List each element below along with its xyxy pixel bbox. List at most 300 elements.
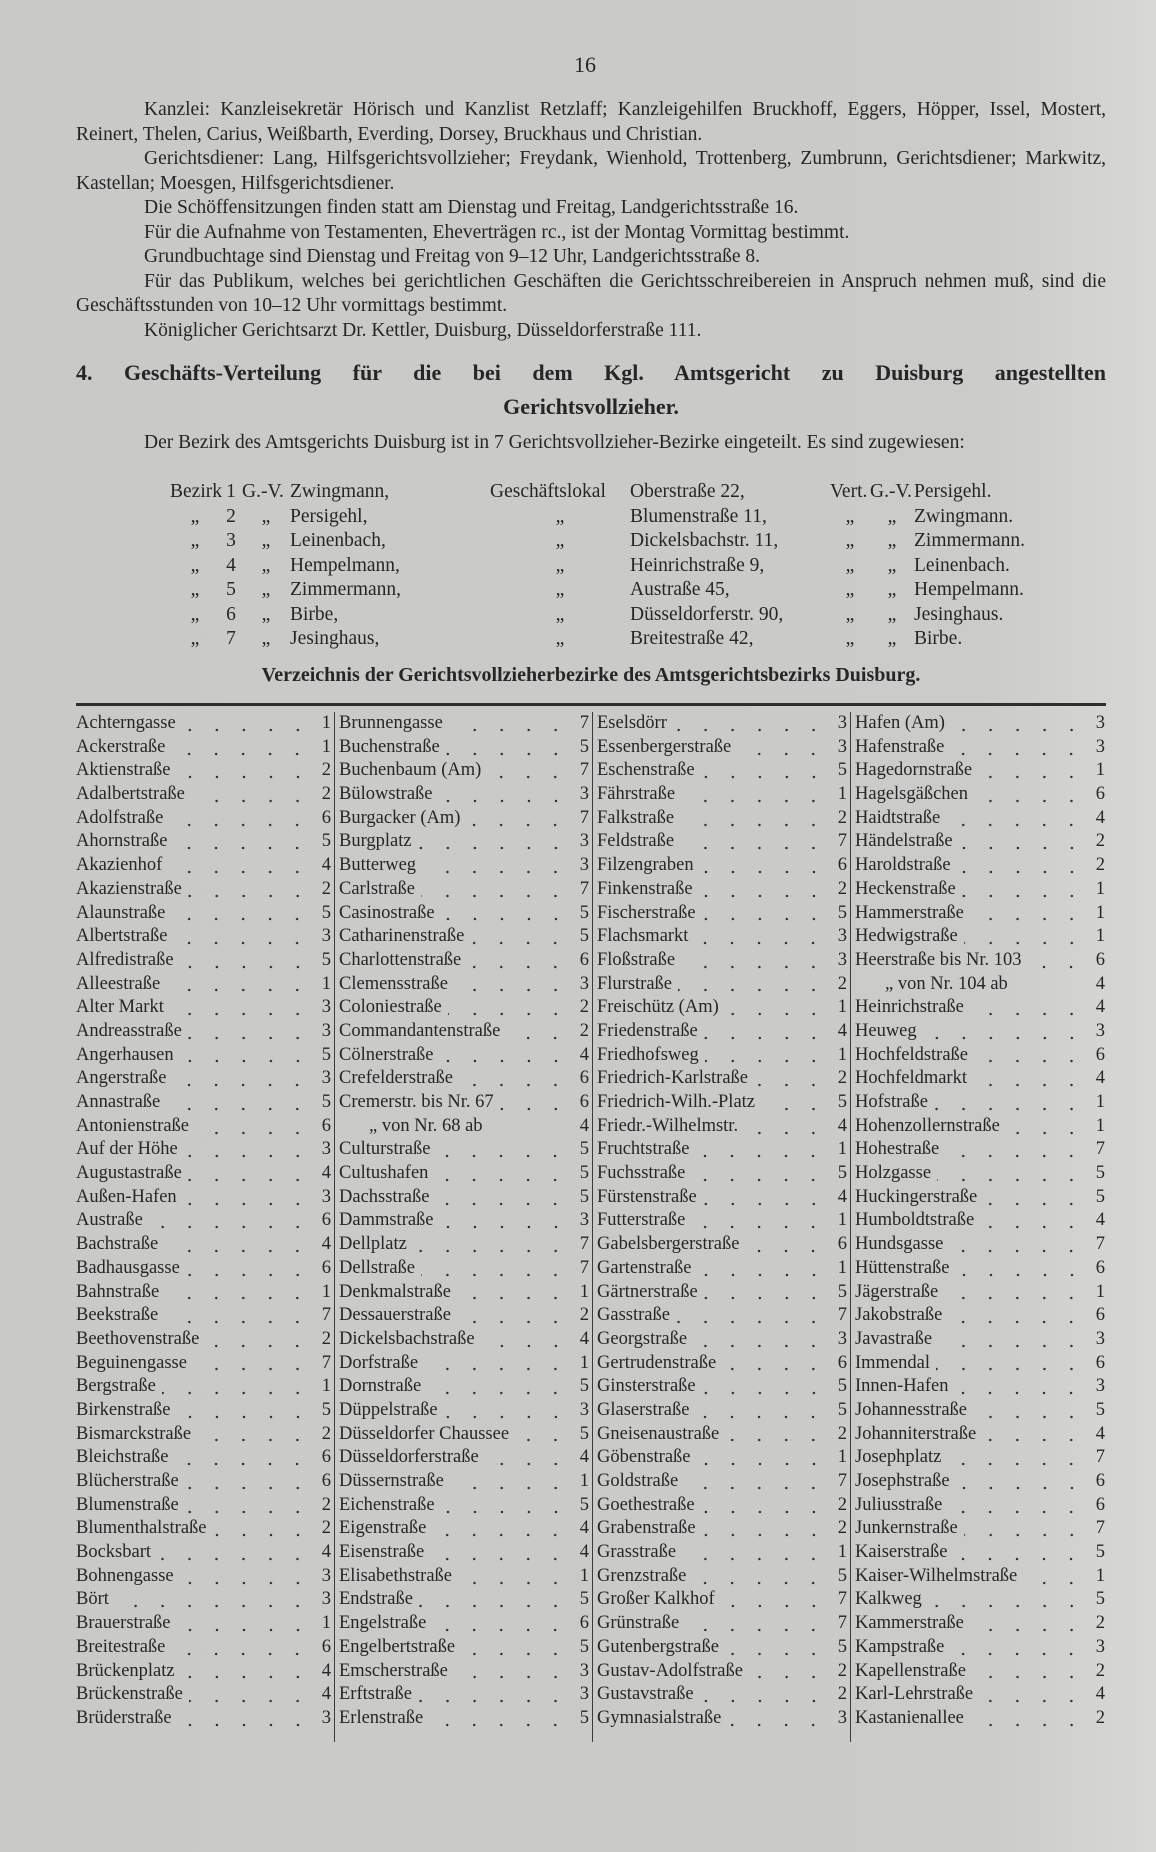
street-name: Kaiser-Wilhelmstraße <box>855 1565 1018 1586</box>
district-number: 5 <box>579 1707 589 1728</box>
dot-leader <box>180 1059 311 1063</box>
dot-leader <box>165 1296 311 1300</box>
street-name: Kampstraße <box>855 1636 945 1657</box>
district-num: 2 <box>226 505 236 527</box>
district-label: „ <box>190 579 200 600</box>
street-name: Carlstraße <box>339 878 416 899</box>
district-address: Heinrichstraße 9, <box>630 554 765 576</box>
section-intro: Der Bezirk des Amtsgerichts Duisburg ist in 7 Gerichtsvollzieher-Bezirke eingeteilt. Es sind zugewiesen: <box>144 432 965 453</box>
dot-leader <box>680 823 827 827</box>
district-number: 4 <box>579 1542 589 1563</box>
street-name: Beethovenstraße <box>76 1328 200 1349</box>
index-row <box>76 1138 331 1162</box>
street-name: Fruchtstraße <box>597 1139 690 1160</box>
district-office: „ <box>555 628 565 649</box>
district-number: 5 <box>837 1092 847 1112</box>
dot-leader <box>727 1723 827 1727</box>
dot-leader <box>754 1083 827 1087</box>
index-row <box>597 1044 847 1068</box>
street-name: Hofstraße <box>855 1092 928 1112</box>
street-name: Großer Kalkhof <box>597 1589 715 1610</box>
district-number: 4 <box>837 1115 847 1136</box>
street-name: Austraße <box>76 1210 143 1231</box>
district-gv: „ <box>261 628 271 649</box>
index-row <box>597 1683 847 1707</box>
index-row <box>855 1470 1105 1494</box>
index-row <box>339 1636 589 1660</box>
street-name: Eigenstraße <box>339 1518 427 1539</box>
street-name: Hagelsgäßchen <box>855 784 969 805</box>
district-number: 1 <box>837 1542 847 1563</box>
district-number: 1 <box>837 1139 847 1160</box>
dot-leader <box>698 1273 827 1277</box>
street-name: Kapellenstraße <box>855 1660 966 1681</box>
street-name: Holzgasse <box>855 1163 932 1184</box>
index-row <box>339 830 589 854</box>
street-name: Dellplatz <box>339 1234 407 1255</box>
dot-leader <box>678 988 827 992</box>
street-name: Hochfeldstraße <box>855 1044 969 1065</box>
district-number: 5 <box>837 1636 847 1657</box>
district-row <box>170 554 1054 579</box>
paragraph: Grundbuchtage sind Dienstag und Freitag von 9–12 Uhr, Landgerichtsstraße 8. <box>144 246 761 267</box>
district-number: 1 <box>579 1281 589 1302</box>
district-vgv: „ <box>887 603 897 625</box>
district-number: 1 <box>1095 1115 1105 1136</box>
dot-leader <box>978 775 1085 779</box>
dot-leader <box>693 1344 827 1348</box>
street-name: Badhausgasse <box>76 1257 180 1278</box>
district-number: 7 <box>837 1589 847 1610</box>
street-name: Erlenstraße <box>339 1707 424 1728</box>
dot-leader <box>205 1344 311 1348</box>
dot-leader <box>171 1652 311 1656</box>
district-num: 1 <box>226 481 236 502</box>
index-row <box>597 1517 847 1541</box>
dot-leader <box>953 1557 1085 1561</box>
district-number: 7 <box>1095 1447 1105 1468</box>
street-name: Flachsmarkt <box>597 926 689 947</box>
dot-leader <box>936 1367 1085 1371</box>
index-row <box>597 783 847 807</box>
dot-leader <box>722 1367 827 1371</box>
district-number: 1 <box>1095 902 1105 923</box>
district-number: 4 <box>321 1684 331 1705</box>
street-name: Blücherstraße <box>76 1471 179 1491</box>
index-row <box>339 759 589 783</box>
index-row <box>855 925 1105 949</box>
district-number: 5 <box>321 949 331 970</box>
street-name: Eisenstraße <box>339 1542 425 1563</box>
street-name: „ von Nr. 68 ab <box>369 1115 483 1136</box>
street-name: Georgstraße <box>597 1328 688 1349</box>
paragraph: Königlicher Gerichtsarzt Dr. Kettler, Duisburg, Düsseldorferstraße 111. <box>144 319 702 341</box>
dot-leader <box>454 1675 569 1679</box>
dot-leader <box>980 1225 1085 1229</box>
street-name: Friedr.-Wilhelmstr. <box>597 1115 739 1136</box>
dot-leader <box>676 1320 827 1324</box>
dot-leader <box>737 752 827 756</box>
dot-leader <box>413 1249 569 1253</box>
dot-leader <box>749 1675 827 1679</box>
dot-leader <box>974 799 1085 803</box>
index-row <box>76 1399 331 1423</box>
district-number: 2 <box>321 784 331 805</box>
street-name: Beguinengasse <box>76 1352 187 1373</box>
street-name: Junkernstraße <box>855 1518 958 1539</box>
street-name: Gustavstraße <box>597 1684 694 1705</box>
district-label: „ <box>190 628 200 649</box>
index-row <box>339 1281 589 1305</box>
district-number: 2 <box>1095 1613 1105 1634</box>
street-name: Alaunstraße <box>76 902 166 923</box>
street-name: Kaiserstraße <box>855 1542 948 1563</box>
district-label: „ <box>190 505 200 527</box>
index-row <box>597 1588 847 1612</box>
district-number: 2 <box>321 1494 331 1515</box>
index-row <box>76 1494 331 1518</box>
dot-leader <box>725 1438 827 1442</box>
street-name: Bocksbart <box>76 1542 152 1563</box>
index-row <box>597 736 847 760</box>
street-name: Düsseldorferstraße <box>339 1447 479 1468</box>
dot-leader <box>962 894 1085 898</box>
district-number: 3 <box>837 949 847 970</box>
street-name: Karl-Lehrstraße <box>855 1684 974 1705</box>
district-number: 7 <box>579 807 589 828</box>
street-name: Albertstraße <box>76 926 168 947</box>
street-name: Josephstraße <box>855 1471 950 1491</box>
index-row <box>76 807 331 831</box>
street-name: Achterngasse <box>76 713 176 733</box>
district-office: „ <box>555 603 565 625</box>
district-address: Breitestraße 42, <box>630 628 754 649</box>
district-number: 6 <box>1095 784 1105 805</box>
dot-leader <box>177 1628 311 1632</box>
district-number: 3 <box>837 1707 847 1728</box>
dot-leader <box>193 1367 311 1371</box>
dot-leader <box>441 1510 569 1514</box>
dot-leader <box>700 870 827 874</box>
dot-leader <box>418 846 569 850</box>
index-row <box>597 1446 847 1470</box>
section-heading-line2: Gerichtsvollzieher. <box>503 394 679 419</box>
district-number: 5 <box>321 1044 331 1065</box>
dot-leader <box>172 1083 311 1087</box>
dot-leader <box>481 1344 569 1348</box>
index-title: Verzeichnis der Gerichtsvollzieherbezirke des Amtsgerichtsbezirks Duisburg. <box>261 664 921 686</box>
street-name: Hafen (Am) <box>855 713 945 733</box>
dot-leader <box>421 894 569 898</box>
street-index <box>76 712 1110 1742</box>
district-number: 1 <box>321 713 331 733</box>
index-row <box>339 1541 589 1565</box>
dot-leader <box>432 1533 569 1537</box>
dot-leader <box>427 1391 569 1395</box>
district-number: 5 <box>579 1423 589 1444</box>
district-deputy: Jesinghaus. <box>914 603 1004 625</box>
district-number: 7 <box>321 1305 331 1326</box>
street-name: Erftstraße <box>339 1684 412 1705</box>
district-vert: „ <box>845 628 855 649</box>
district-gv: „ <box>261 530 271 551</box>
street-name: Johanniterstraße <box>855 1423 977 1444</box>
dot-leader <box>177 775 311 779</box>
index-row <box>855 1115 1105 1139</box>
index-row <box>339 1328 589 1352</box>
index-row <box>597 1162 847 1186</box>
dot-leader <box>694 941 827 945</box>
street-name: Johannesstraße <box>855 1399 967 1420</box>
street-name: Finkenstraße <box>597 878 693 899</box>
index-row <box>597 1636 847 1660</box>
street-name: Alleestraße <box>76 973 161 994</box>
street-name: Hüttenstraße <box>855 1257 950 1278</box>
district-number: 1 <box>321 1376 331 1397</box>
street-name: Bleichstraße <box>76 1447 169 1468</box>
index-row <box>597 973 847 997</box>
street-name: Gutenbergstraße <box>597 1636 719 1657</box>
dot-leader <box>422 870 569 874</box>
district-num: 4 <box>226 554 236 576</box>
district-number: 3 <box>579 1210 589 1231</box>
dot-leader <box>418 1699 569 1703</box>
dot-leader <box>449 728 569 732</box>
index-column <box>334 712 592 1742</box>
district-number: 1 <box>1095 1092 1105 1112</box>
index-row <box>76 1565 331 1589</box>
district-number: 3 <box>321 1589 331 1610</box>
district-gv: „ <box>261 603 271 625</box>
dot-leader <box>974 1059 1085 1063</box>
district-number: 2 <box>837 1068 847 1089</box>
dot-leader <box>419 1604 569 1608</box>
index-row <box>339 1517 589 1541</box>
district-number: 1 <box>321 1613 331 1634</box>
index-row <box>597 1399 847 1423</box>
index-row <box>76 1044 331 1068</box>
dot-leader <box>691 1225 827 1229</box>
dot-leader <box>949 1249 1085 1253</box>
district-number: 3 <box>321 926 331 947</box>
dot-leader <box>157 1557 311 1561</box>
dot-leader <box>170 1012 311 1016</box>
district-number: 6 <box>837 1234 847 1255</box>
street-name: Dammstraße <box>339 1210 434 1231</box>
dot-leader <box>461 1652 569 1656</box>
index-row <box>597 1233 847 1257</box>
index-row <box>597 1209 847 1233</box>
dot-leader <box>448 1012 569 1016</box>
district-number: 5 <box>1095 1542 1105 1563</box>
street-name: Brauerstraße <box>76 1613 171 1634</box>
index-row <box>339 1091 589 1115</box>
dot-leader <box>970 917 1085 921</box>
district-vgv: „ <box>887 505 897 527</box>
dot-leader <box>701 1510 827 1514</box>
district-deputy: Birbe. <box>914 628 963 649</box>
street-name: Immendal <box>855 1352 931 1373</box>
index-row <box>339 1375 589 1399</box>
district-number: 7 <box>837 1305 847 1326</box>
dot-leader <box>948 1510 1085 1514</box>
dot-leader <box>964 941 1085 945</box>
street-name: Haidtstraße <box>855 807 941 828</box>
index-row <box>855 1162 1105 1186</box>
dot-leader <box>691 1178 827 1182</box>
dot-leader <box>467 965 569 969</box>
district-number: 4 <box>1095 1423 1105 1444</box>
index-row <box>76 1091 331 1115</box>
dot-leader <box>470 941 569 945</box>
district-number: 3 <box>321 1186 331 1207</box>
district-number: 1 <box>837 1044 847 1065</box>
district-number: 5 <box>579 1186 589 1207</box>
district-number: 4 <box>321 1163 331 1184</box>
street-name: Innen-Hafen <box>855 1376 949 1397</box>
district-number: 5 <box>579 1163 589 1184</box>
district-number: 6 <box>1095 1257 1105 1278</box>
street-name: Goethestraße <box>597 1494 695 1515</box>
dot-leader <box>745 1249 827 1253</box>
district-number: 6 <box>321 1115 331 1136</box>
district-number: 2 <box>321 1518 331 1539</box>
street-name: Hundsgasse <box>855 1234 944 1255</box>
dot-leader <box>429 1723 569 1727</box>
district-number: 6 <box>321 1636 331 1657</box>
index-row <box>76 1683 331 1707</box>
district-number: 3 <box>579 1660 589 1681</box>
district-number: 5 <box>579 1494 589 1515</box>
district-vgv: G.-V. <box>870 481 912 502</box>
dot-leader <box>164 1249 311 1253</box>
index-row <box>339 1304 589 1328</box>
street-name: Ginsterstraße <box>597 1376 696 1397</box>
dot-leader <box>189 1699 311 1703</box>
paragraph: Gerichtsdiener: Lang, Hilfsgerichtsvollzieher; Freydank, Wienhold, Trottenberg, Zumbrunn, Gerichtsdiener; Markwitz, Kastellan; Moesgen, Hilfsgerichtsdiener. <box>76 148 1106 194</box>
street-name: Eichenstraße <box>339 1494 435 1515</box>
dot-leader <box>506 1036 569 1040</box>
dot-leader <box>466 823 569 827</box>
index-row <box>855 878 1105 902</box>
district-label: „ <box>190 603 200 625</box>
street-name: Essenbergerstraße <box>597 736 732 757</box>
street-name: Dellstraße <box>339 1257 416 1278</box>
index-row <box>76 759 331 783</box>
index-row <box>855 1067 1105 1091</box>
street-name: Hedwigstraße <box>855 926 958 947</box>
district-vert: Vert. <box>830 481 868 502</box>
district-number: 2 <box>321 760 331 781</box>
district-number: 5 <box>321 1092 331 1112</box>
index-row <box>855 1281 1105 1305</box>
dot-leader <box>171 752 311 756</box>
dot-leader <box>149 1225 311 1229</box>
index-row <box>339 854 589 878</box>
dot-leader <box>705 1059 827 1063</box>
street-name: Heerstraße bis Nr. 103 <box>855 949 1022 970</box>
index-row <box>855 1328 1105 1352</box>
street-name: Buchenstraße <box>339 736 440 757</box>
district-number: 3 <box>579 855 589 876</box>
dot-leader <box>457 1296 569 1300</box>
index-row <box>597 1138 847 1162</box>
district-number: 4 <box>579 1115 589 1136</box>
district-number: 6 <box>1095 1305 1105 1326</box>
index-row <box>76 1446 331 1470</box>
district-number: 1 <box>837 1210 847 1231</box>
district-number: 4 <box>579 1328 589 1349</box>
street-name: Buchenbaum (Am) <box>339 760 482 781</box>
district-vert: „ <box>845 579 855 600</box>
index-row <box>597 1091 847 1115</box>
street-name: Glaserstraße <box>597 1399 690 1420</box>
district-number: 4 <box>1095 807 1105 828</box>
index-row <box>597 1328 847 1352</box>
district-number: 3 <box>321 1565 331 1586</box>
district-number: 5 <box>837 1376 847 1397</box>
dot-leader <box>692 1581 827 1585</box>
index-row <box>855 759 1105 783</box>
index-column <box>850 712 1108 1742</box>
index-row <box>339 1020 589 1044</box>
district-number: 5 <box>1095 1399 1105 1420</box>
district-number: 5 <box>321 1399 331 1420</box>
index-row <box>339 1446 589 1470</box>
dot-leader <box>174 1462 311 1466</box>
dot-leader <box>173 846 311 850</box>
district-deputy: Zimmermann. <box>914 530 1026 551</box>
index-row <box>76 902 331 926</box>
street-name: Bergstraße <box>76 1376 156 1397</box>
dot-leader <box>761 1107 827 1111</box>
dot-leader <box>515 1438 569 1442</box>
district-number: 1 <box>837 784 847 805</box>
index-row <box>76 1233 331 1257</box>
dot-leader <box>188 1036 311 1040</box>
index-row <box>597 1257 847 1281</box>
index-row <box>597 1375 847 1399</box>
district-number: 2 <box>837 1684 847 1705</box>
district-number: 6 <box>1095 949 1105 970</box>
street-name: Culturstraße <box>339 1139 431 1160</box>
index-row <box>339 996 589 1020</box>
index-row <box>76 1517 331 1541</box>
district-number: 3 <box>1095 736 1105 757</box>
dot-leader <box>446 752 569 756</box>
dot-leader <box>197 1438 311 1442</box>
district-number: 5 <box>321 831 331 852</box>
street-name: Heinrichstraße <box>855 997 964 1018</box>
district-number: 2 <box>1095 1660 1105 1681</box>
district-address: Blumenstraße 11, <box>630 505 767 527</box>
district-number: 7 <box>579 878 589 899</box>
dot-leader <box>948 1320 1085 1324</box>
dot-leader <box>970 1628 1085 1632</box>
street-name: Burgplatz <box>339 831 412 852</box>
district-number: 1 <box>321 1281 331 1302</box>
dot-leader <box>954 1391 1085 1395</box>
index-row <box>339 1186 589 1210</box>
dot-leader <box>1023 1581 1085 1585</box>
index-row <box>597 925 847 949</box>
street-name: Bismarckstraße <box>76 1423 192 1444</box>
dot-leader <box>440 1225 569 1229</box>
district-number: 5 <box>837 1281 847 1302</box>
street-name: Falkstraße <box>597 807 675 828</box>
dot-leader <box>956 1486 1085 1490</box>
paragraph: Für das Publikum, welches bei gerichtlichen Geschäften die Gerichtsschreibereien in Anspruch nehmen muß, sind die Geschäftsstunden von 10–12 Uhr vormittags bestimmt. <box>76 270 1106 316</box>
